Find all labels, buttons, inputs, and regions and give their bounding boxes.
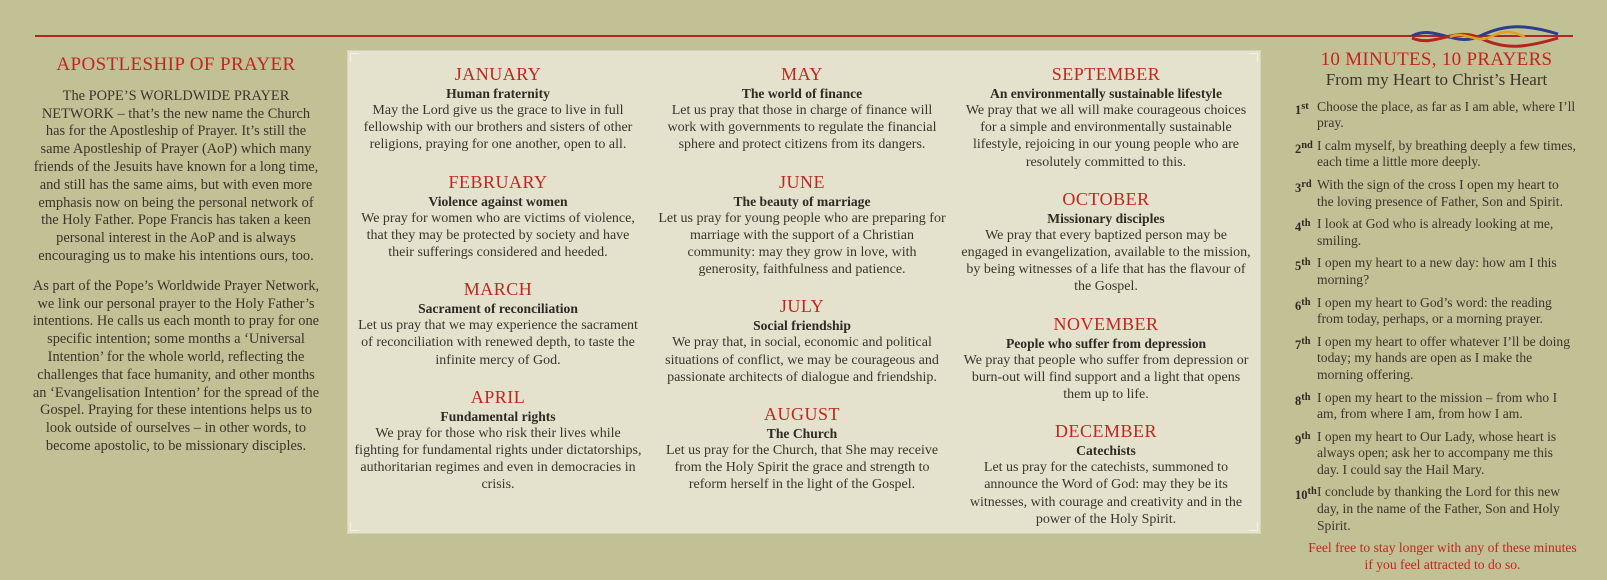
step-number: 5th [1295, 257, 1311, 274]
month-september [961, 64, 1251, 171]
prayer-step [1295, 255, 1578, 288]
step-text: I open my heart to a new day: how am I this morning? [1317, 255, 1557, 287]
month-name: MARCH [463, 279, 533, 300]
ten-prayers-title: 10 MINUTES, 10 PRAYERS [1320, 49, 1553, 70]
months-column-2 [657, 64, 947, 512]
ten-prayers-subtitle: From my Heart to Christ’s Heart [1325, 69, 1548, 89]
month-july [657, 296, 947, 386]
month-intention: Let us pray for the Church, that She may receive from the Holy Spirit the grace and strength to reform herself in the light of the Gospel. [665, 443, 939, 493]
step-number: 10th [1295, 486, 1317, 503]
month-intention: We pray for those who risk their lives while fighting for fundamental rights under dictatorships, authoritarian regimes and even in democracies in crisis. [354, 425, 642, 493]
prayer-step [1295, 138, 1578, 171]
prayer-step [1295, 390, 1578, 423]
month-january [353, 64, 643, 154]
month-name: FEBRUARY [448, 171, 548, 192]
month-intention: Let us pray for the catechists, summoned to announce the Word of God: may they be its witnesses, with courage and creativity and in the power of the Holy Spirit. [969, 460, 1243, 527]
month-theme: Social friendship [753, 318, 851, 334]
month-theme: An environmentally sustainable lifestyle [990, 86, 1222, 101]
month-name: NOVEMBER [1053, 313, 1159, 334]
top-rule [35, 35, 1573, 37]
month-name: MAY [781, 64, 823, 84]
step-text: I calm myself, by breathing deeply a few times, each time a little more deeply. [1317, 137, 1576, 170]
month-theme: The beauty of marriage [733, 193, 871, 209]
month-name: JULY [779, 296, 825, 317]
month-may [657, 64, 947, 154]
ten-prayers-section [1295, 49, 1578, 573]
ribbon-ornament-icon [1410, 22, 1560, 50]
step-text: Choose the place, as far as I am able, where I’ll pray. [1317, 98, 1576, 131]
months-column-1 [353, 64, 643, 512]
month-intention: May the Lord give us the grace to live in full fellowship with our brothers and sisters of other religions, praying for one another, open to all. [363, 103, 633, 153]
month-november [961, 314, 1251, 404]
month-name: JUNE [779, 171, 825, 192]
month-march [353, 279, 643, 369]
step-text: I conclude by thanking the Lord for this new day, in the name of the Father, Son and Holy Spirit. [1317, 484, 1561, 533]
month-name: OCTOBER [1062, 188, 1150, 209]
step-text: I open my heart to the mission – from who I am, from where I am, from how I am. [1317, 389, 1558, 422]
month-december [961, 421, 1251, 528]
step-number: 9th [1295, 430, 1311, 447]
month-theme: Human fraternity [446, 86, 550, 101]
month-theme: Fundamental rights [440, 408, 556, 424]
month-theme: Missionary disciples [1047, 210, 1165, 226]
step-number: 7th [1295, 335, 1311, 352]
month-october [961, 189, 1251, 296]
prayer-step [1295, 177, 1578, 210]
step-number: 8th [1295, 391, 1311, 408]
step-text: I open my heart to offer whatever I’ll be doing today; my hands are open as I make the morning offering. [1317, 333, 1571, 382]
month-name: SEPTEMBER [1051, 64, 1161, 84]
month-intention: We pray that, in social, economic and political situations of conflict, we may be courageous and passionate architects of dialogue and friendship. [665, 335, 939, 385]
step-number: 2nd [1295, 139, 1313, 156]
month-theme: People who suffer from depression [1005, 335, 1207, 351]
prayer-step [1295, 295, 1578, 328]
month-name: JANUARY [454, 64, 542, 84]
month-february [353, 172, 643, 262]
monthly-intentions-panel [347, 50, 1261, 534]
panel-corner [350, 53, 359, 62]
month-name: APRIL [470, 386, 526, 407]
months-column-3 [961, 64, 1251, 546]
step-text: I look at God who is already looking at me, smiling. [1317, 216, 1554, 248]
apostleship-intro [32, 56, 320, 468]
month-august [657, 404, 947, 494]
prayer-step [1295, 334, 1578, 384]
prayer-step [1295, 216, 1578, 249]
prayer-step [1295, 429, 1578, 479]
month-theme: Violence against women [428, 193, 568, 209]
month-name: DECEMBER [1054, 421, 1157, 442]
month-name: AUGUST [763, 404, 840, 425]
month-intention: Let us pray that those in charge of finance will work with governments to regulate the financial sphere and protect citizens from its dangers. [667, 103, 937, 153]
intro-paragraph: The POPE’S WORLDWIDE PRAYER NETWORK – that’s the new name the Church has for the Apostleship of Prayer. It’s still the same Apostleship of Prayer (AoP) which many friends of the Jesuits have known for a long time, and still has the same aims, but with even more emphasis now on being the personal network of the Holy Father. Pope Francis has taken a keen personal interest in the AoP and is always encouraging us to make his intentions ours, too. [33, 87, 319, 264]
panel-corner [350, 522, 359, 531]
month-intention: We pray that every baptized person may be engaged in evangelization, available to the mission, by being witnesses of a life that has the flavour of the Gospel. [961, 227, 1251, 295]
prayer-step [1295, 484, 1578, 534]
month-intention: We pray that people who suffer from depression or burn-out will find support and a light that opens them up to life. [963, 352, 1249, 403]
month-april [353, 387, 643, 494]
step-number: 1st [1295, 100, 1309, 117]
step-number: 4th [1295, 218, 1311, 235]
closing-note: Feel free to stay longer with any of these minutes if you feel attracted to do so. [1308, 540, 1577, 572]
step-text: With the sign of the cross I open my heart to the loving presence of Father, Son and Spirit. [1317, 176, 1563, 209]
month-theme: The world of finance [741, 86, 863, 101]
apostleship-title: APOSTLESHIP OF PRAYER [56, 54, 296, 75]
month-intention: We pray that we all will make courageous choices for a simple and environmentally sustainable lifestyle, rejoicing in our young people who are resolutely committed to this. [965, 103, 1247, 170]
month-june [657, 172, 947, 279]
month-intention: Let us pray that we may experience the sacrament of reconciliation with renewed depth, to taste the infinite mercy of God. [358, 318, 638, 368]
intro-paragraph: As part of the Pope’s Worldwide Prayer Network, we link our personal prayer to the Holy Father’s intentions. He calls us each month to pray for one specific intention; some months a ‘Universal Intention’ for the whole world, reflecting the challenges that face humanity, and other months an ‘Evangelisation Intention’ for the spread of the Gospel. Praying for these intentions helps us to look outside of ourselves – in other words, to become apostolic, to be missionary disciples. [32, 277, 320, 454]
month-intention: Let us pray for young people who are preparing for marriage with the support of a Christian community: may they grow in love, with generosity, faithfulness and patience. [658, 210, 946, 278]
step-text: I open my heart to Our Lady, whose heart is always open; ask her to accompany me this day. I could say the Hail Mary. [1317, 428, 1557, 477]
month-intention: We pray for women who are victims of violence, that they may be protected by society and have their sufferings considered and heeded. [361, 210, 635, 261]
step-text: I open my heart to God’s word: the reading from today, perhaps, or a morning prayer. [1317, 294, 1552, 327]
step-number: 3rd [1295, 178, 1312, 196]
panel-corner [1249, 53, 1258, 62]
step-number: 6th [1295, 296, 1311, 313]
month-theme: Catechists [1076, 443, 1136, 459]
month-theme: Sacrament of reconciliation [418, 301, 578, 317]
month-theme: The Church [766, 426, 838, 442]
prayer-step [1295, 99, 1578, 132]
